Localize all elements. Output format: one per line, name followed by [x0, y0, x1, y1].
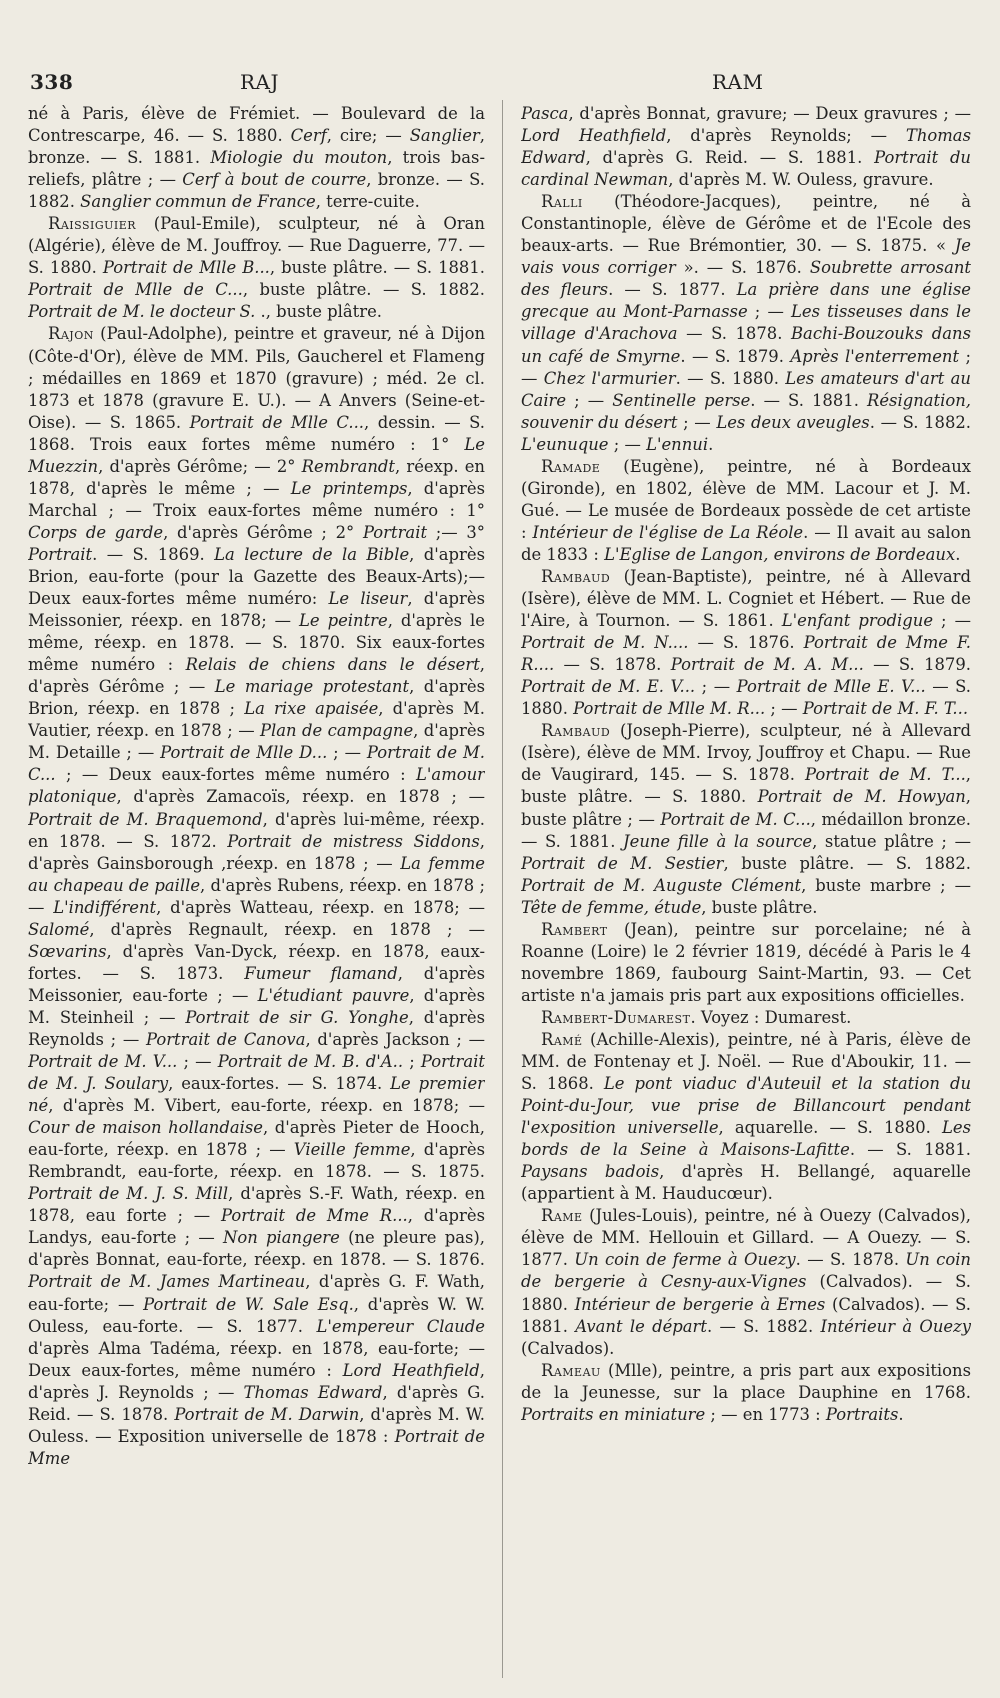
entry-text: ; — — [177, 1052, 218, 1072]
entry-text: . — S. 1882. — [706, 1316, 821, 1336]
entry-text: . — [955, 544, 961, 564]
entry-text: , d'après Reynolds ; — — [28, 1007, 485, 1049]
work-title: Thomas Edward — [243, 1382, 383, 1402]
entry-text: . — S. 1879. — [680, 346, 791, 366]
work-title: Portrait de M. A. M... — [670, 655, 864, 675]
entry-text: . — S. 1882. — [869, 412, 971, 432]
work-title: Portrait de M. Auguste Clément — [521, 875, 802, 895]
entry-text: , d'après M. Detaille ; — — [28, 721, 485, 763]
work-title: Portrait de M. Sestier — [521, 853, 724, 873]
entry-text: , trois bas-reliefs, plâtre ; — — [28, 148, 485, 190]
work-title: Portrait de M. C... — [28, 743, 485, 785]
work-title: Portrait du cardinal Newman — [521, 148, 971, 190]
work-title: Portrait de M. James Martineau — [28, 1272, 306, 1292]
entry-text: . — S. 1881. — [849, 1140, 971, 1160]
dictionary-entry — [521, 919, 971, 1007]
work-title: Le premier né — [28, 1074, 485, 1116]
work-title: Portrait de Mlle C... — [189, 412, 364, 432]
entry-text: , d'après Gainsborough ,réexp. en 1878 ; — — [28, 831, 485, 873]
entry-text: (Eugène), peintre, né à Bordeaux (Gironde), en 1802, élève de MM. Lacour et J. M. Gué. — Le musée de Bordeaux possède de cet artiste : — [521, 456, 971, 542]
work-title: Portraits — [825, 1404, 899, 1424]
work-title: Sanglier — [409, 126, 480, 146]
entry-text: , d'après Regnault, réexp. en 1878 ; — — [89, 919, 485, 939]
entry-text: — S. 1878. — [677, 324, 791, 344]
work-title: Portrait de M. B. d'A.. — [217, 1052, 404, 1072]
work-title: Sœvarins — [28, 941, 107, 961]
entry-text: . — S. 1877. — [608, 280, 737, 300]
entry-text: , d'après Meissonier, réexp. en 1878; — — [28, 589, 485, 631]
work-title: Portrait de W. Sale Esq. — [143, 1294, 354, 1314]
work-title: Miologie du mouton — [210, 148, 388, 168]
dictionary-entry — [521, 566, 971, 720]
entry-text: — S. 1876. — [688, 633, 804, 653]
entry-text: (Jules-Louis), peintre, né à Ouezy (Calvados), élève de MM. Hellouin et Gillard. — A Ouezy. — S. 1877. — [521, 1206, 971, 1270]
entry-text: , d'après M. Vautier, réexp. en 1878 ; — — [28, 699, 485, 741]
work-title: Le Muezzin — [28, 434, 485, 476]
work-title: Intérieur de l'église de La Réole — [532, 522, 804, 542]
dictionary-entry — [521, 1360, 971, 1426]
entry-text: (ne pleure pas), d'après Bonnat, eau-forte, réexp. en 1878. — S. 1876. — [28, 1228, 485, 1270]
work-title: L'indifférent — [53, 897, 157, 917]
entry-text: (Paul-Emile), sculpteur, né à Oran (Algérie), élève de M. Jouffroy. — Rue Daguerre, 77. — S. 1880. — [28, 214, 485, 278]
work-title: Les amateurs d'art au Caire — [521, 368, 971, 410]
entry-text: , d'après G. F. Wath, eau-forte; — — [28, 1272, 485, 1314]
work-title: Je vais vous corriger — [521, 236, 971, 278]
entry-text: , d'après Rubens, réexp. en 1878 ; — — [28, 875, 485, 917]
work-title: Portrait de M. Howyan — [757, 787, 966, 807]
work-title: Vieille femme — [293, 1140, 411, 1160]
entry-headword: Rambert-Dumarest — [541, 1007, 691, 1027]
entry-text: ;— 3° — [427, 522, 485, 542]
work-title: Rembrandt — [301, 456, 395, 476]
work-title: Cerf à bout de courre — [182, 170, 367, 190]
work-title: Le pont viaduc d'Auteuil et la station du Point-du-Jour, vue prise de Billancourt pendant l'exposition universelle — [521, 1074, 971, 1138]
work-title: Portrait de Mlle D... — [160, 743, 328, 763]
work-title: Sentinelle perse — [612, 390, 751, 410]
entry-text: , buste plâtre. — S. 1880. — [521, 765, 971, 807]
left-column — [28, 103, 485, 1683]
entry-text: , d'après Meissonier, eau-forte ; — — [28, 963, 485, 1005]
entry-headword: Ralli — [541, 192, 583, 212]
entry-text: , d'après M. W. Ouless, gravure. — [668, 170, 934, 190]
work-title: Avant le départ — [575, 1316, 707, 1336]
work-title: Soubrette arrosant des fleurs — [521, 258, 971, 300]
entry-continuation — [28, 103, 485, 213]
work-title: Bachi-Bouzouks dans un café de Smyrne — [521, 324, 971, 366]
work-title: Portrait de M. Darwin — [174, 1404, 360, 1424]
entry-text: (Calvados). — S. 1880. — [521, 1272, 971, 1314]
entry-text: ; — [403, 1052, 421, 1072]
entry-text: , d'après Reynolds; — — [666, 126, 906, 146]
work-title: L'enfant prodigue — [781, 611, 934, 631]
dictionary-entry — [28, 323, 485, 1469]
page-number: 338 — [30, 70, 74, 94]
work-title: Portrait de Mme — [28, 1426, 485, 1468]
entry-text: . — S. 1880. — [675, 368, 786, 388]
work-title: Les bords de la Seine à Maisons-Lafitte — [521, 1118, 971, 1160]
work-title: L'eunuque — [521, 434, 609, 454]
entry-text: , réexp. en 1878, d'après le même ; — — [28, 456, 485, 498]
entry-text: , d'après H. Bellangé, aquarelle (appartient à M. Hauducœur). — [521, 1162, 971, 1204]
entry-text: , buste plâtre ; — — [521, 787, 971, 829]
work-title: Portrait de M. J. Soulary — [28, 1052, 485, 1094]
work-title: Pasca — [521, 104, 569, 123]
entry-text: , d'après Van-Dyck, réexp. en 1878, eaux-fortes. — S. 1873. — [28, 941, 485, 983]
entry-text: , d'après Brion, réexp. en 1878 ; — [28, 677, 485, 719]
work-title: Salomé — [28, 919, 90, 939]
dictionary-entry — [28, 213, 485, 323]
work-title: Portrait de M. T... — [805, 765, 966, 785]
work-title: Lord Heathfield — [342, 1360, 480, 1380]
entry-text: — S. 1880. — [521, 677, 971, 719]
entry-text: ; — — [933, 611, 971, 631]
entry-headword: Ramé — [541, 1029, 583, 1049]
work-title: Cerf — [290, 126, 327, 146]
work-title: Portrait de Canova — [145, 1029, 306, 1049]
entry-text: (Calvados). — S. 1881. — [521, 1294, 971, 1336]
work-title: Corps de garde — [28, 522, 164, 542]
work-title: Chez l'armurier — [543, 368, 676, 388]
entry-text: , d'après Landys, eau-forte ; — — [28, 1206, 485, 1248]
entry-text: ; — en 1773 : — [705, 1404, 826, 1424]
entry-text: , d'après Rembrandt, eau-forte, réexp. en 1878. — S. 1875. — [28, 1140, 485, 1182]
work-title: Le peintre — [299, 611, 388, 631]
work-title: Portrait de sir G. Yonghe — [185, 1007, 409, 1027]
work-title: Relais de chiens dans le désert — [185, 655, 480, 675]
entry-text: , d'après Marchal ; — Troix eaux-fortes même numéro : 1° — [28, 478, 485, 520]
entry-text: ; — — [521, 346, 971, 388]
work-title: Portraits en miniature — [521, 1404, 706, 1424]
entry-text: , d'après M. W. Ouless. — Exposition universelle de 1878 : — [28, 1404, 485, 1446]
entry-text: , bronze. — S. 1881. — [28, 126, 485, 168]
entry-text: , d'après lui-même, réexp. en 1878. — S. 1872. — [28, 809, 485, 851]
entry-text: , buste marbre ; — — [801, 875, 971, 895]
entry-text: ; — — [765, 699, 803, 719]
entry-text: , médaillon bronze. — S. 1881. — [521, 809, 971, 851]
work-title: Cour de maison hollandaise — [28, 1118, 263, 1138]
entry-text: ; — Deux eaux-fortes même numéro : — [55, 765, 417, 785]
entry-text: . — [898, 1404, 904, 1424]
entry-text: , aquarelle. — S. 1880. — [718, 1118, 942, 1138]
work-title: Le liseur — [328, 589, 408, 609]
work-title: Tête de femme, étude — [521, 897, 702, 917]
dictionary-entry — [521, 456, 971, 566]
work-title: Portrait de mistress Siddons — [227, 831, 480, 851]
work-title: Résignation, souvenir du désert — [521, 390, 971, 432]
work-title: Thomas Edward — [521, 126, 971, 168]
entry-text: — S. 1878. — [554, 655, 671, 675]
entry-text: (Paul-Adolphe), peintre et graveur, né à Dijon (Côte-d'Or), élève de MM. Pils, Gaucherel et Flameng ; médailles en 1869 et 1870 (gravure) ; méd. 2e cl. 1873 et 1878 (gravure E. U.). — A Anvers (Seine-et-Oise). — S. 1865. — [28, 324, 485, 432]
right-running-head: RAM — [712, 70, 764, 94]
work-title: Portrait de Mlle de C... — [28, 280, 243, 300]
dictionary-entry — [521, 1029, 971, 1205]
entry-text: ; — — [608, 434, 647, 454]
entry-text: , d'après Gérôme ; — — [28, 655, 485, 697]
entry-text: , buste plâtre. — S. 1882. — [242, 280, 485, 300]
entry-headword: Rameau — [541, 1360, 601, 1380]
entry-text: . — Il avait au salon de 1833 : — [521, 522, 971, 564]
entry-text: , d'après J. Reynolds ; — — [28, 1360, 485, 1402]
work-title: La prière dans une église grecque au Mont-Parnasse — [521, 280, 971, 322]
work-title: L'Eglise de Langon, environs de Bordeaux — [604, 544, 956, 564]
work-title: Fumeur flamand — [244, 963, 398, 983]
entry-text: ., buste plâtre. — [255, 302, 382, 322]
work-title: Portrait de Mme R... — [221, 1206, 408, 1226]
entry-text: ; — — [747, 302, 791, 322]
entry-text: (Calvados). — [521, 1338, 615, 1358]
entry-headword: Rame — [541, 1206, 583, 1226]
work-title: L'empereur Claude — [316, 1316, 485, 1336]
dictionary-entry — [521, 1007, 971, 1029]
work-title: L'étudiant pauvre — [257, 985, 410, 1005]
entry-text: . — S. 1881. — [750, 390, 868, 410]
work-title: Paysans badois — [521, 1162, 660, 1182]
work-title: Portrait de M. J. S. Mill — [28, 1184, 229, 1204]
entry-text: , d'après Watteau, réexp. en 1878; — — [156, 897, 485, 917]
work-title: Un coin de ferme à Ouezy — [574, 1250, 796, 1270]
entry-text: . Voyez : Dumarest. — [690, 1007, 852, 1027]
entry-headword: Rambert — [541, 919, 608, 939]
right-column — [521, 103, 971, 1683]
work-title: Non piangere — [223, 1228, 340, 1248]
column-divider — [502, 100, 503, 1678]
entry-headword: Ramade — [541, 456, 601, 476]
entry-text: (Jean), peintre sur porcelaine; né à Roanne (Loire) le 2 février 1819, décédé à Paris le 4 novembre 1869, faubourg Saint-Martin, 93. — Cet artiste n'a jamais pris part aux expositions officielles. — [521, 919, 971, 1005]
entry-text: , d'après W. W. Ouless, eau-forte. — S. 1877. — [28, 1294, 485, 1336]
work-title: Les tisseuses dans le village d'Arachova — [521, 302, 971, 344]
entry-text: (Achille-Alexis), peintre, né à Paris, élève de MM. de Fontenay et J. Noël. — Rue d'Aboukir, 11. — S. 1868. — [521, 1029, 971, 1094]
work-title: Le mariage protestant — [214, 677, 410, 697]
entry-headword: Rambaud — [541, 721, 611, 741]
work-title: Intérieur de bergerie à Ernes — [574, 1294, 826, 1314]
entry-text: . — S. 1869. — [92, 544, 215, 564]
work-title: La femme au chapeau de paille — [28, 853, 485, 895]
entry-text: , d'après G. Reid. — S. 1878. — [28, 1382, 485, 1424]
entry-text: , d'après S.-F. Wath, réexp. en 1878, eau forte ; — — [28, 1184, 485, 1226]
work-title: Portrait de M. V... — [28, 1052, 178, 1072]
entry-text: , d'après M. Vibert, eau-forte, réexp. en 1878; — — [48, 1096, 485, 1116]
work-title: La lecture de la Bible — [214, 544, 410, 564]
dictionary-entry — [521, 720, 971, 918]
entry-text: (Joseph-Pierre), sculpteur, né à Allevard (Isère), élève de MM. Irvoy, Jouffroy et Chapu. — Rue de Vaugirard, 145. — S. 1878. — [521, 721, 971, 785]
work-title: Portrait de Mlle B... — [102, 258, 270, 278]
left-running-head: RAJ — [240, 70, 280, 94]
entry-text: (Jean-Baptiste), peintre, né à Allevard (Isère), élève de MM. L. Cogniet et Hébert. — Rue de l'Aire, à Tournon. — S. 1861. — [521, 566, 971, 631]
entry-text: , d'après le même, réexp. en 1878. — S. 1870. Six eaux-fortes même numéro : — [28, 611, 485, 675]
work-title: Portrait de Mme F. R.... — [521, 633, 971, 675]
work-title: Portrait de M. N.... — [521, 633, 689, 653]
entry-text: , d'après Gérôme; — 2° — [98, 456, 302, 476]
work-title: Portrait — [28, 544, 93, 564]
work-title: L'amour platonique — [28, 765, 485, 807]
entry-text: d'après Alma Tadéma, réexp. en 1878, eau-forte; — Deux eaux-fortes, même numéro : — [28, 1338, 485, 1380]
entry-text: , d'après Brion, eau-forte (pour la Gazette des Beaux-Arts);— Deux eaux-fortes même numéro: — [28, 544, 485, 609]
work-title: Portrait — [362, 522, 428, 542]
entry-text: , d'après Pieter de Hooch, eau-forte, réexp. en 1878 ; — — [28, 1118, 485, 1160]
entry-text: , d'après Jackson ; — — [305, 1029, 485, 1049]
dictionary-entry — [521, 191, 971, 456]
work-title: Portrait de M. C... — [660, 809, 811, 829]
work-title: Jeune fille à la source — [623, 831, 813, 851]
entry-text: ; — — [566, 390, 613, 410]
entry-text: — S. 1879. — [863, 655, 971, 675]
entry-text: , bronze. — S. 1882. — [28, 170, 485, 212]
entry-text: , buste plâtre. — S. 1882. — [723, 853, 971, 873]
work-title: Le printemps — [290, 478, 408, 498]
entry-text: (Mlle), peintre, a pris part aux expositions de la Jeunesse, sur la place Dauphine en 1768. — [521, 1360, 971, 1402]
work-title: Portrait de Mlle M. R... — [573, 699, 766, 719]
entry-text: ; — — [677, 412, 717, 432]
entry-text: (Théodore-Jacques), peintre, né à Constantinople, élève de Gérôme et de l'Ecole des beaux-arts. — Rue Brémontier, 30. — S. 1875. « — [521, 192, 971, 256]
work-title: Plan de campagne — [260, 721, 414, 741]
work-title: Sanglier commun de France — [80, 192, 316, 212]
entry-text: , buste plâtre. — S. 1881. — [269, 258, 485, 278]
entry-headword: Rambaud — [541, 566, 611, 586]
entry-headword: Rajon — [48, 324, 94, 344]
work-title: Portrait de Mlle E. V... — [736, 677, 926, 697]
entry-text: , cire; — — [326, 126, 410, 146]
work-title: Après l'enterrement — [790, 346, 960, 366]
entry-text: ; — — [327, 743, 367, 763]
entry-text: , buste plâtre. — [701, 897, 818, 917]
entry-text: , terre-cuite. — [315, 192, 420, 212]
entry-continuation — [521, 103, 971, 191]
entry-text: , d'après M. Steinheil ; — — [28, 985, 485, 1027]
entry-text: , statue plâtre ; — — [812, 831, 971, 851]
work-title: L'ennui — [646, 434, 709, 454]
entry-text: , eaux-fortes. — S. 1874. — [168, 1074, 391, 1094]
work-title: Portrait de M. E. V... — [521, 677, 696, 697]
entry-headword: Raissiguier — [48, 214, 137, 234]
work-title: Un coin de bergerie à Cesny-aux-Vignes — [521, 1250, 971, 1292]
work-title: Intérieur à Ouezy — [820, 1316, 971, 1336]
entry-text: né à Paris, élève de Frémiet. — Boulevard de la Contrescarpe, 46. — S. 1880. — [28, 104, 485, 146]
entry-text: . — S. 1878. — [795, 1250, 906, 1270]
work-title: Les deux aveugles — [716, 412, 870, 432]
work-title: Portrait de M. Braquemond — [28, 809, 263, 829]
entry-text: ; — — [695, 677, 737, 697]
work-title: Portrait de M. F. T... — [802, 699, 969, 719]
entry-text: , d'après Gérôme ; 2° — [163, 522, 363, 542]
entry-text: . — [708, 434, 714, 454]
entry-text: , d'après G. Reid. — S. 1881. — [585, 148, 875, 168]
entry-text: , d'après Zamacoïs, réexp. en 1878 ; — — [116, 787, 485, 807]
work-title: Lord Heathfield — [521, 126, 667, 146]
entry-text: , d'après Bonnat, gravure; — Deux gravures ; — — [568, 104, 971, 123]
work-title: Portrait de M. le docteur S. — [28, 302, 256, 322]
dictionary-entry — [521, 1205, 971, 1359]
entry-text: , dessin. — S. 1868. Trois eaux fortes même numéro : 1° — [28, 412, 485, 454]
work-title: La rixe apaisée — [244, 699, 379, 719]
entry-text: ». — S. 1876. — [675, 258, 810, 278]
